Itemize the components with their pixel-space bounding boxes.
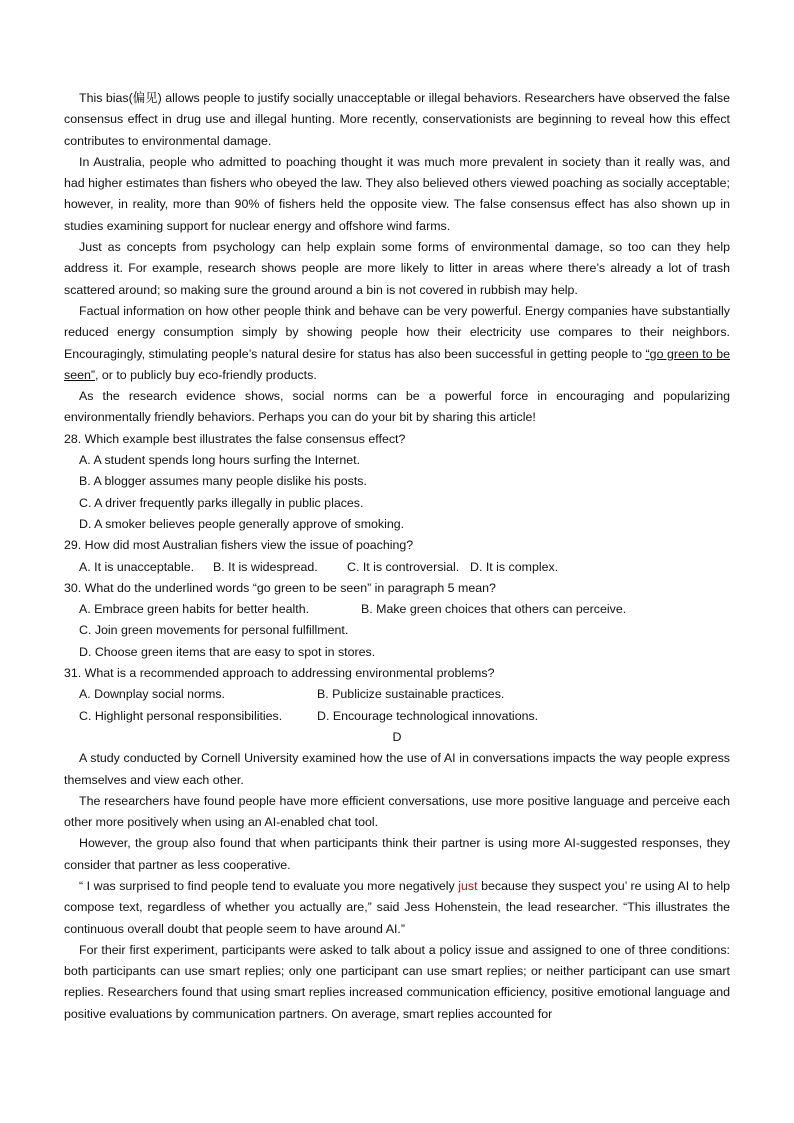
question-31-options-row-2	[64, 706, 730, 727]
question-29-options	[64, 557, 730, 578]
question-31-option-d: D. Encourage technological innovations.	[317, 708, 539, 723]
question-29-stem: 29. How did most Australian fishers view the issue of poaching?	[64, 538, 414, 553]
underlined-phrase: “go green to be seen”	[64, 346, 730, 382]
passage-d-paragraph-4	[64, 876, 730, 940]
question-28-option-a: A. A student spends long hours surfing the Internet.	[79, 453, 361, 468]
question-30-stem: 30. What do the underlined words “go green to be seen” in paragraph 5 mean?	[64, 580, 496, 595]
question-31-options-row-1	[64, 684, 730, 705]
question-30-option-a: A. Embrace green habits for better health.	[79, 602, 310, 617]
paragraph-4-quote-after: because they suspect you’ re using AI to help compose text, regardless of whether you actually are,” said Jess Hohenstein, the lead researcher. “This illustrates the continuous overall doubt that people seem to have around AI.”	[64, 878, 730, 936]
passage-c-paragraph-4	[64, 301, 730, 386]
paragraph-4-text-after: , or to publicly buy eco-friendly products.	[95, 367, 317, 382]
question-30	[64, 578, 730, 663]
question-28	[64, 429, 730, 535]
passage-c	[64, 88, 730, 429]
passage-c-paragraph-2: In Australia, people who admitted to poaching thought it was much more prevalent in society than it really was, and had higher estimates than fishers who obeyed the law. They also believed others viewed poaching as socially acceptable; however, in reality, more than 90% of fishers held the opposite view. The false consensus effect has also shown up in studies examining support for nuclear energy and offshore wind farms.	[64, 154, 730, 233]
question-29-option-c: C. It is controversial.	[347, 559, 460, 574]
passage-c-paragraph-1: This bias(偏见) allows people to justify socially unacceptable or illegal behaviors. Researchers have observed the false consensus effect in drug use and illegal hunting. More recently, conservationists are beginning to reveal how this effect contributes to environmental damage.	[64, 91, 730, 148]
question-29-option-b: B. It is widespread.	[213, 559, 318, 574]
question-31-option-b: B. Publicize sustainable practices.	[317, 687, 505, 702]
question-28-option-b: B. A blogger assumes many people dislike his posts.	[79, 474, 367, 489]
question-31-stem: 31. What is a recommended approach to addressing environmental problems?	[64, 666, 495, 681]
question-30-options-row	[64, 599, 730, 620]
question-29-option-d: D. It is complex.	[470, 559, 559, 574]
passage-d-paragraph-1: A study conducted by Cornell University examined how the use of AI in conversations impacts the way people express themselves and view each other.	[64, 751, 730, 787]
passage-c-paragraph-5: As the research evidence shows, social norms can be a powerful force in encouraging and popularizing environmentally friendly behaviors. Perhaps you can do your bit by sharing this article!	[64, 389, 730, 425]
passage-d-paragraph-2: The researchers have found people have more efficient conversations, use more positive language and perceive each other more positively when using an AI-enabled chat tool.	[64, 793, 730, 830]
paragraph-4-quote-before: “ I was surprised to find people tend to evaluate you more negatively	[79, 878, 459, 893]
question-31	[64, 663, 730, 727]
passage-d-paragraph-3: However, the group also found that when participants think their partner is using more AI-suggested responses, they consider that partner as less cooperative.	[64, 836, 730, 872]
question-31-option-c: C. Highlight personal responsibilities.	[79, 708, 283, 723]
question-30-option-d: D. Choose green items that are easy to spot in stores.	[79, 644, 376, 659]
question-29-option-a: A. It is unacceptable.	[79, 559, 195, 574]
passage-c-paragraph-3: Just as concepts from psychology can help explain some forms of environmental damage, so too can they help address it. For example, research shows people are more likely to litter in areas where there’s already a lot of trash scattered around; so making sure the ground around a bin is not covered in rubbish may help.	[64, 240, 730, 297]
question-30-option-b: B. Make green choices that others can perceive.	[361, 602, 627, 617]
question-30-option-c: C. Join green movements for personal fulfillment.	[79, 623, 349, 638]
question-29	[64, 535, 730, 578]
question-28-option-c: C. A driver frequently parks illegally in public places.	[79, 495, 364, 510]
question-31-option-a: A. Downplay social norms.	[79, 687, 225, 702]
highlighted-word: just	[458, 878, 478, 893]
passage-d	[64, 727, 730, 1025]
question-28-option-d: D. A smoker believes people generally approve of smoking.	[79, 516, 405, 531]
question-28-stem: 28. Which example best illustrates the false consensus effect?	[64, 431, 406, 446]
passage-d-paragraph-5: For their first experiment, participants were asked to talk about a policy issue and assigned to one of three conditions: both participants can use smart replies; only one participant can use smart replies; or neither participant can use smart replies. Researchers found that using smart replies increased communication efficiency, positive emotional language and positive evaluations by communication partners. On average, smart replies accounted for	[64, 942, 730, 1021]
paragraph-4-text-before: Factual information on how other people think and behave can be very powerful. Energy companies have substantially reduced energy consumption simply by showing people how their electricity use compares to their neighbors. Encouragingly, stimulating people’s natural desire for status has also been successful in getting people to	[64, 303, 730, 361]
passage-d-heading: D	[392, 729, 402, 744]
